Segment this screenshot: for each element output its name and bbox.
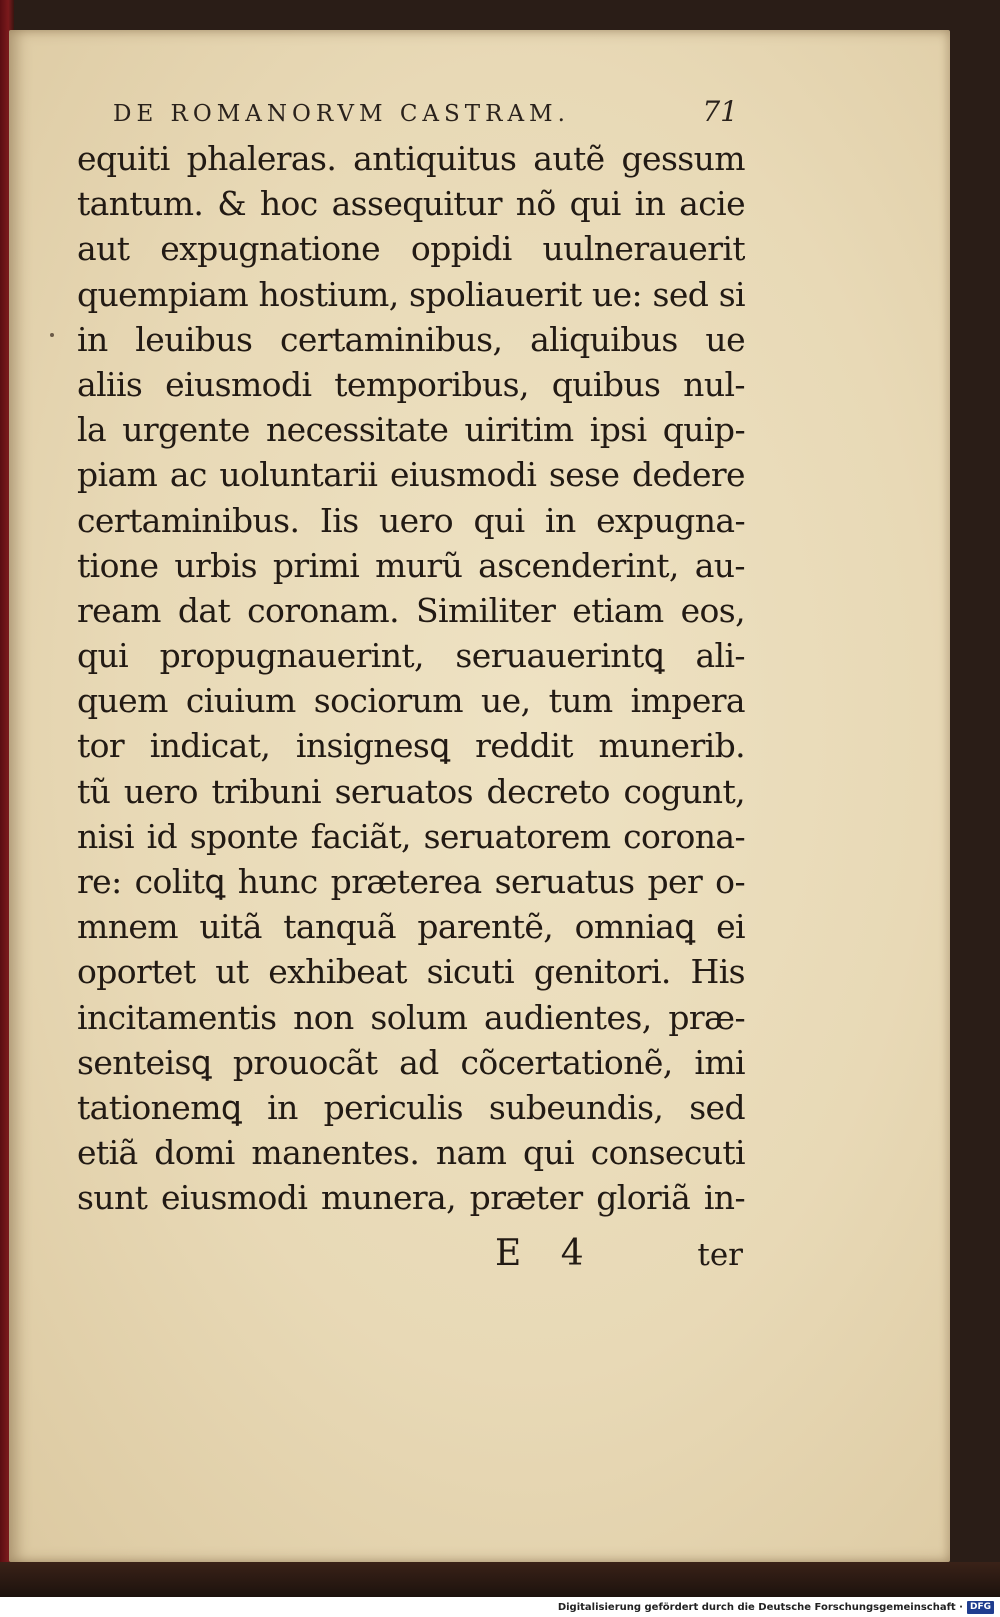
text-line: qui propugnauerint, seruauerintꝗ ali-: [77, 636, 745, 676]
text-line: tũ uero tribuni seruatos decreto cogunt,: [77, 771, 745, 811]
text-line: quem ciuium sociorum ue, tum impera: [77, 681, 745, 721]
body-text: [77, 136, 745, 1221]
text-line: nisi id sponte faciãt, seruatorem corona-: [77, 816, 745, 856]
ink-speck: [50, 333, 54, 337]
text-line: senteisꝗ prouocãt ad cõcertationẽ, imi: [77, 1042, 745, 1082]
text-line: ream dat coronam. Similiter etiam eos,: [77, 590, 745, 630]
text-line: aut expugnatione oppidi uulnerauerit: [77, 229, 745, 269]
text-line: re: colitꝗ hunc præterea seruatus per o-: [77, 862, 745, 901]
dfg-logo-icon: DFG: [967, 1601, 994, 1614]
text-line: in leuibus certaminibus, aliquibus ue: [77, 319, 745, 359]
text-line: tantum. & hoc assequitur nõ qui in acie: [77, 184, 745, 224]
bottom-edge: [0, 1562, 1000, 1597]
page-number: 71: [702, 95, 738, 128]
credit-bar: [0, 1597, 1000, 1617]
text-line: equiti phaleras. antiquitus autẽ gessum: [77, 139, 745, 178]
text-line: tione urbis primi murũ ascenderint, au-: [77, 545, 745, 585]
page-footer: [495, 1233, 745, 1283]
text-line: tationemꝗ in periculis subeundis, sed: [77, 1087, 745, 1127]
text-line: la urgente necessitate uiritim ipsi quip-: [77, 410, 745, 450]
catchword: ter: [697, 1237, 743, 1273]
text-line: piam ac uoluntarii eiusmodi sese dedere: [77, 455, 745, 495]
text-line: incitamentis non solum audientes, præ-: [77, 997, 745, 1037]
signature-mark: E 4: [495, 1233, 598, 1274]
text-line: quempiam hostium, spoliauerit ue: sed si: [77, 274, 745, 314]
text-line: sunt eiusmodi munera, præter gloriã in-: [77, 1178, 745, 1218]
text-line: mnem uitã tanquã parentẽ, omniaꝗ ei: [77, 907, 745, 947]
text-line: oportet ut exhibeat sicuti genitori. His: [77, 952, 745, 992]
running-head: DE ROMANORVM CASTRAM.: [113, 101, 570, 127]
text-line: certaminibus. Iis uero qui in expugna-: [77, 500, 745, 540]
text-line: tor indicat, insignesꝗ reddit munerib.: [77, 726, 745, 766]
credit-text: Digitalisierung gefördert durch die Deutsche Forschungsgemeinschaft ·: [557, 1601, 963, 1613]
text-line: aliis eiusmodi temporibus, quibus nul-: [77, 364, 745, 404]
text-line: etiã domi manentes. nam qui consecuti: [77, 1133, 745, 1173]
page-header: [113, 95, 738, 135]
